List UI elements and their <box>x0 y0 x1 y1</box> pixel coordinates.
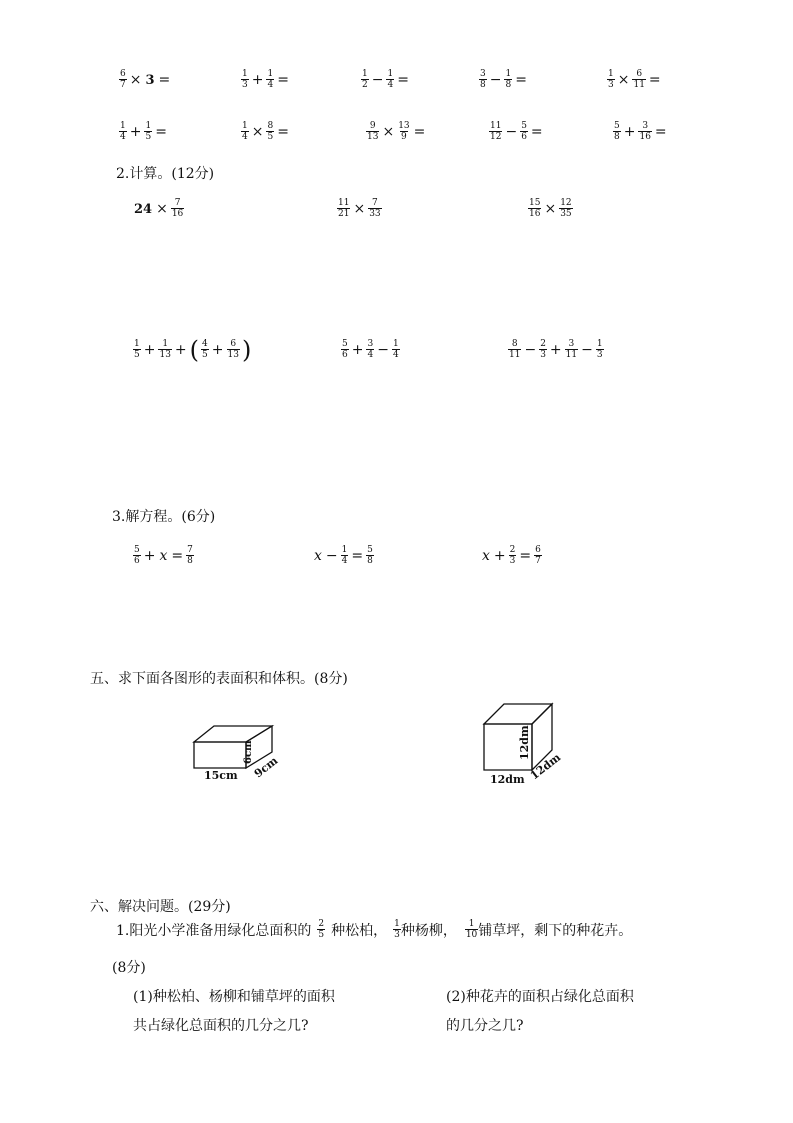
fraction <box>133 340 141 361</box>
operator: = <box>397 72 409 89</box>
fraction <box>397 122 410 143</box>
operator: = <box>413 124 426 141</box>
denominator: 5 <box>267 132 274 143</box>
section-3-title: 3.解方程。(6分) <box>112 509 216 525</box>
cuboid-figure <box>188 712 298 787</box>
denominator: 6 <box>521 132 527 143</box>
denominator: 3 <box>540 350 546 361</box>
section-2-title: 2.计算。(12分) <box>116 166 215 182</box>
numerator: 6 <box>535 545 541 555</box>
fraction <box>596 340 604 361</box>
fraction <box>509 546 517 567</box>
fraction <box>201 340 209 361</box>
operator: − <box>371 72 384 89</box>
fraction <box>368 199 381 220</box>
fraction <box>361 70 369 91</box>
denominator: 6 <box>342 350 348 361</box>
denominator: 5 <box>202 350 208 360</box>
denominator: 4 <box>341 556 348 567</box>
denominator: 11 <box>509 350 521 361</box>
operator: + <box>143 342 156 358</box>
denominator: 9 <box>401 132 407 143</box>
fraction <box>241 122 249 143</box>
numerator: 1 <box>608 69 614 79</box>
operator: × <box>353 201 366 218</box>
numerator: 3 <box>642 121 649 131</box>
numerator: 15 <box>529 198 541 208</box>
problem-1-statement: 1.阳光小学准备用绿化总面积的 $\frac{2}{5}$ 种松柏， $\frac{1}{3}$ 种杨柳， $\frac{1}{10}$ 铺草坪，剩下的种花卉。 <box>116 919 633 941</box>
denominator: 33 <box>369 209 381 220</box>
expression <box>478 70 529 91</box>
denominator: 2 <box>362 80 368 91</box>
fraction <box>337 199 350 220</box>
fraction <box>638 122 651 143</box>
numerator: 1 <box>392 339 399 349</box>
denominator: 4 <box>120 132 126 143</box>
operator: − <box>325 548 338 565</box>
fraction <box>520 122 528 143</box>
operator: − <box>489 72 502 89</box>
fraction <box>144 122 152 143</box>
fraction <box>158 340 171 361</box>
numerator: 3 <box>367 339 374 349</box>
fraction <box>266 122 274 143</box>
problem-1-q2-line1: (2)种花卉的面积占绿化总面积 <box>446 989 634 1005</box>
denominator: 8 <box>367 556 373 567</box>
operator: = <box>648 72 661 89</box>
operator: = <box>277 72 289 89</box>
denominator: 8 <box>614 132 620 143</box>
numerator: 7 <box>372 198 378 208</box>
fraction: $\frac{1}{10}$ <box>465 919 478 941</box>
numerator: 5 <box>342 339 348 349</box>
expression <box>132 338 252 362</box>
denominator: 21 <box>338 209 350 220</box>
fraction <box>479 70 487 91</box>
equation <box>480 546 543 567</box>
expression <box>118 122 169 143</box>
operator: − <box>505 124 518 141</box>
denominator: 7 <box>535 556 541 567</box>
denominator: 4 <box>387 80 394 91</box>
denominator: 5 <box>145 132 152 143</box>
fraction <box>539 340 547 361</box>
numerator: 6 <box>636 69 643 79</box>
fraction <box>613 122 621 143</box>
fraction <box>227 340 240 361</box>
numerator: 5 <box>367 545 373 555</box>
parenthesis: ( <box>189 336 200 364</box>
denominator: 4 <box>267 80 274 91</box>
fraction <box>504 70 512 91</box>
expression <box>527 199 574 220</box>
problem-1-prefix: 1.阳光小学准备用绿化总面积的 <box>116 923 312 940</box>
denominator: 12 <box>490 132 502 143</box>
numerator: 1 <box>242 69 248 79</box>
expression <box>340 340 401 361</box>
variable: x <box>314 548 322 565</box>
denominator: 8 <box>187 556 193 567</box>
numerator: 7 <box>174 198 181 208</box>
cube-front-label: 12dm <box>490 773 525 786</box>
oral-calc-row-1 <box>0 70 793 100</box>
fraction <box>119 70 127 91</box>
integer: 3 <box>145 72 155 88</box>
denominator: 4 <box>367 350 374 361</box>
fraction <box>133 546 141 567</box>
fraction <box>392 340 400 361</box>
denominator: 35 <box>560 209 572 220</box>
numerator: 1 <box>267 69 274 79</box>
operator: + <box>493 548 506 565</box>
section-6-title: 六、解决问题。(29分) <box>90 899 231 915</box>
expression <box>488 122 545 143</box>
operator: + <box>251 72 264 89</box>
denominator: 16 <box>529 209 541 220</box>
numerator: 2 <box>540 339 546 349</box>
fraction <box>366 546 374 567</box>
numerator: 5 <box>614 121 620 131</box>
variable: x <box>159 548 168 565</box>
operator: = <box>277 124 289 141</box>
expression <box>240 70 291 91</box>
denominator: 16 <box>639 132 651 143</box>
denominator: 4 <box>392 350 399 361</box>
cube-figure <box>478 698 578 793</box>
operator: × <box>617 72 630 89</box>
denominator: 3 <box>608 80 614 91</box>
denominator: 8 <box>480 80 486 91</box>
fraction <box>186 546 194 567</box>
numerator: 8 <box>511 339 518 349</box>
numerator: 1 <box>505 69 512 79</box>
operator: × <box>156 201 168 218</box>
denominator: 16 <box>171 209 184 220</box>
expression <box>360 70 411 91</box>
fraction: $\frac{2}{5}$ <box>318 919 325 941</box>
cube-side-label: 12dm <box>527 750 564 783</box>
fraction <box>632 70 645 91</box>
numerator: 2 <box>509 545 516 555</box>
denominator: 6 <box>134 556 140 567</box>
fraction <box>171 199 184 220</box>
denominator: 7 <box>120 80 126 91</box>
calc-row-2 <box>0 338 793 372</box>
expression <box>132 199 185 220</box>
expression <box>336 199 383 220</box>
fraction <box>366 122 379 143</box>
numerator: 1 <box>362 69 368 79</box>
fraction <box>366 340 374 361</box>
fraction <box>565 340 578 361</box>
operator: + <box>174 342 187 358</box>
operator: + <box>143 548 156 565</box>
fraction <box>386 70 394 91</box>
denominator: 11 <box>633 80 645 91</box>
denominator: 3 <box>242 80 248 91</box>
numerator: 6 <box>120 69 126 79</box>
denominator: 3 <box>596 350 603 361</box>
equation <box>132 546 195 567</box>
expression <box>240 122 291 143</box>
denominator: 13 <box>227 350 239 360</box>
numerator: 11 <box>490 121 502 131</box>
expression <box>507 340 605 361</box>
operator: + <box>623 124 636 141</box>
numerator: 1 <box>387 69 394 79</box>
numerator: 7 <box>187 545 193 555</box>
cuboid-width-label: 9cm <box>251 754 281 781</box>
fraction <box>528 199 541 220</box>
numerator: 5 <box>134 545 140 555</box>
numerator: 1 <box>162 338 169 349</box>
numerator: 8 <box>267 121 274 131</box>
denominator: 13 <box>367 132 379 143</box>
numerator: 6 <box>230 338 237 349</box>
operator: = <box>158 72 171 89</box>
fraction <box>241 70 249 91</box>
fraction <box>534 546 542 567</box>
denominator: 5 <box>134 350 140 360</box>
numerator: 12 <box>560 198 572 208</box>
operator: = <box>519 548 532 565</box>
operator: = <box>171 548 184 565</box>
fraction <box>119 122 127 143</box>
denominator: 4 <box>242 132 248 143</box>
fraction <box>559 199 572 220</box>
problem-1-q2-line2: 的几分之几? <box>446 1018 524 1034</box>
denominator: 11 <box>565 350 578 361</box>
operator: × <box>544 201 557 218</box>
numerator: 4 <box>202 338 208 349</box>
fraction <box>341 546 349 567</box>
oral-calc-row-2 <box>0 122 793 152</box>
numerator: 1 <box>145 121 152 131</box>
numerator: 1 <box>242 121 248 131</box>
denominator: 3 <box>509 556 516 567</box>
expression <box>365 122 427 143</box>
expression <box>606 70 663 91</box>
numerator: 1 <box>134 338 140 349</box>
numerator: 1 <box>341 545 348 555</box>
cuboid-shape <box>194 726 272 768</box>
fraction <box>489 122 502 143</box>
numerator: 3 <box>480 69 486 79</box>
numerator: 1 <box>596 339 603 349</box>
numerator: 11 <box>338 198 350 208</box>
operator: − <box>524 342 537 359</box>
operator: = <box>530 124 543 141</box>
calc-row-1 <box>0 199 793 231</box>
denominator: 8 <box>505 80 512 91</box>
integer: 24 <box>134 201 153 217</box>
operator: × <box>251 124 264 141</box>
equation-row <box>0 546 793 578</box>
fraction <box>508 340 521 361</box>
operator: = <box>654 124 667 141</box>
cuboid-length-label: 15cm <box>204 769 238 782</box>
fraction <box>607 70 615 91</box>
operator: × <box>382 124 395 141</box>
parenthesis: ) <box>241 336 252 364</box>
operator: = <box>351 548 364 565</box>
operator: − <box>581 342 593 359</box>
operator: + <box>211 342 224 358</box>
numerator: 13 <box>398 121 410 131</box>
operator: = <box>515 72 527 89</box>
numerator: 3 <box>568 339 575 349</box>
problem-1-q1-line1: (1)种松柏、杨柳和铺草坪的面积 <box>133 989 335 1005</box>
operator: + <box>351 342 364 359</box>
numerator: 5 <box>521 121 527 131</box>
variable: x <box>482 548 490 565</box>
operator: + <box>129 124 142 141</box>
cube-height-label: 12dm <box>518 725 531 760</box>
section-5-title: 五、求下面各图形的表面积和体积。(8分) <box>90 671 348 687</box>
problem-1-score: (8分) <box>112 960 146 976</box>
fraction: $\frac{1}{3}$ <box>394 919 400 941</box>
numerator: 1 <box>120 121 126 131</box>
denominator: 13 <box>159 350 171 360</box>
problem-1-q1-line2: 共占绿化总面积的几分之几? <box>133 1018 309 1034</box>
numerator: 9 <box>369 121 376 131</box>
fraction <box>341 340 349 361</box>
expression <box>612 122 669 143</box>
operator: × <box>129 72 142 89</box>
expression <box>118 70 172 91</box>
equation <box>312 546 375 567</box>
operator: = <box>155 124 167 141</box>
operator: + <box>549 342 562 359</box>
operator: − <box>377 342 389 359</box>
cuboid-height-label: 6cm <box>243 740 254 764</box>
fraction <box>266 70 274 91</box>
